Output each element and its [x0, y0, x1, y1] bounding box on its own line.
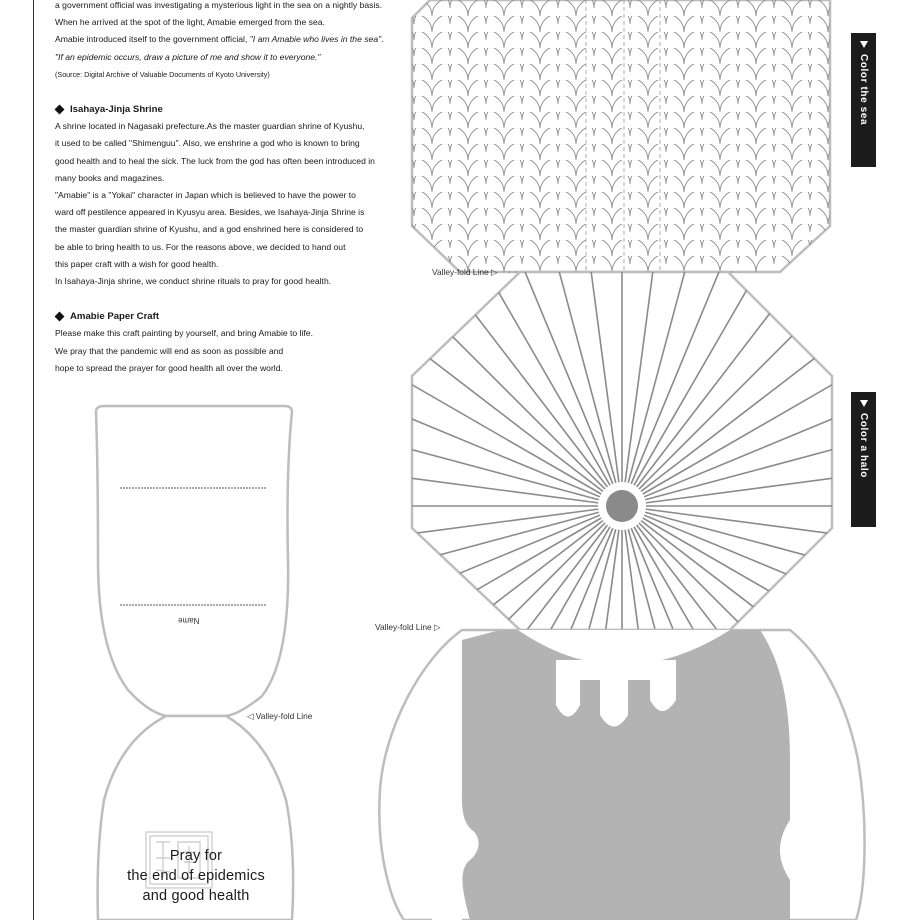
prayer-line-1: Pray for: [169, 848, 223, 864]
fold-label-left: ◁ Valley-fold Line: [247, 711, 313, 721]
shrine-line: ward off pestilence appeared in Kyusyu area. Besides, we Isahaya-Jinja Shrine is: [55, 207, 365, 218]
stand-piece[interactable]: [96, 406, 293, 920]
craft-heading: Amabie Paper Craft: [55, 308, 400, 325]
prayer-message: [106, 846, 286, 906]
triangle-down-icon: [860, 400, 868, 407]
intro-line-2: When he arrived at the spot of the light, Amabie emerged from the sea.: [55, 17, 325, 28]
shrine-line: be able to bring health to us. For the reasons above, we decided to hand out: [55, 241, 346, 252]
source-citation: (Source: Digital Archive of Valuable Documents of Kyoto University): [55, 69, 270, 79]
halo-center: [606, 490, 638, 522]
shrine-line: this paper craft with a wish for good health.: [55, 258, 219, 269]
shrine-line: "Amabie" is a "Yokai" character in Japan which is believed to have the power to: [55, 190, 356, 201]
intro-line-1: a government official was investigating a mysterious light in the sea on a nightly basis.: [55, 0, 383, 10]
craft-line: Please make this craft painting by yourself, and bring Amabie to life.: [55, 328, 313, 339]
sea-panel[interactable]: [412, 0, 832, 272]
shrine-line: many books and magazines.: [55, 172, 165, 183]
tab-color-the-sea[interactable]: [851, 33, 876, 167]
intro-line-3: Amabie introduced itself to the government official, "I am Amabie who lives in the sea".: [55, 34, 384, 45]
shrine-line: good health and to heal the sick. The luck from the god has often been introduced in: [55, 155, 375, 166]
shrine-line: it used to be called "Shimenguu". Also, we enshrine a god who is known to bring: [55, 138, 360, 149]
tab-color-a-halo-label: Color a halo: [858, 413, 869, 478]
prayer-line-3: and good health: [142, 888, 250, 904]
sea-scale-pattern: [412, 0, 832, 272]
tab-color-the-sea-label: Color the sea: [858, 54, 869, 126]
stand-upper-outline: [96, 406, 292, 716]
name-label: Name: [178, 616, 200, 625]
shrine-line: In Isahaya-Jinja shrine, we conduct shrine rituals to pray for good health.: [55, 276, 332, 287]
shrine-line: A shrine located in Nagasaki prefecture.As the master guardian shrine of Kyushu,: [55, 121, 365, 132]
shrine-heading: Isahaya-Jinja Shrine: [55, 101, 400, 118]
amabie-body-panel[interactable]: [379, 630, 864, 920]
prayer-line-2: the end of epidemics: [127, 868, 265, 884]
triangle-down-icon: [860, 41, 868, 48]
shrine-line: the master guardian shrine of Kyushu, and a god enshrined here is considered to: [55, 224, 364, 235]
craft-line: We pray that the pandemic will end as soon as possible and: [55, 345, 284, 356]
fold-label-middle: Valley-fold Line ▷: [375, 622, 441, 632]
fold-label-top: Valley-fold Line ▷: [432, 267, 498, 277]
intro-line-4: "If an epidemic occurs, draw a picture of me and show it to everyone.": [55, 51, 321, 62]
craft-line: hope to spread the prayer for good health all over the world.: [55, 362, 283, 373]
tab-color-a-halo[interactable]: [851, 392, 876, 527]
